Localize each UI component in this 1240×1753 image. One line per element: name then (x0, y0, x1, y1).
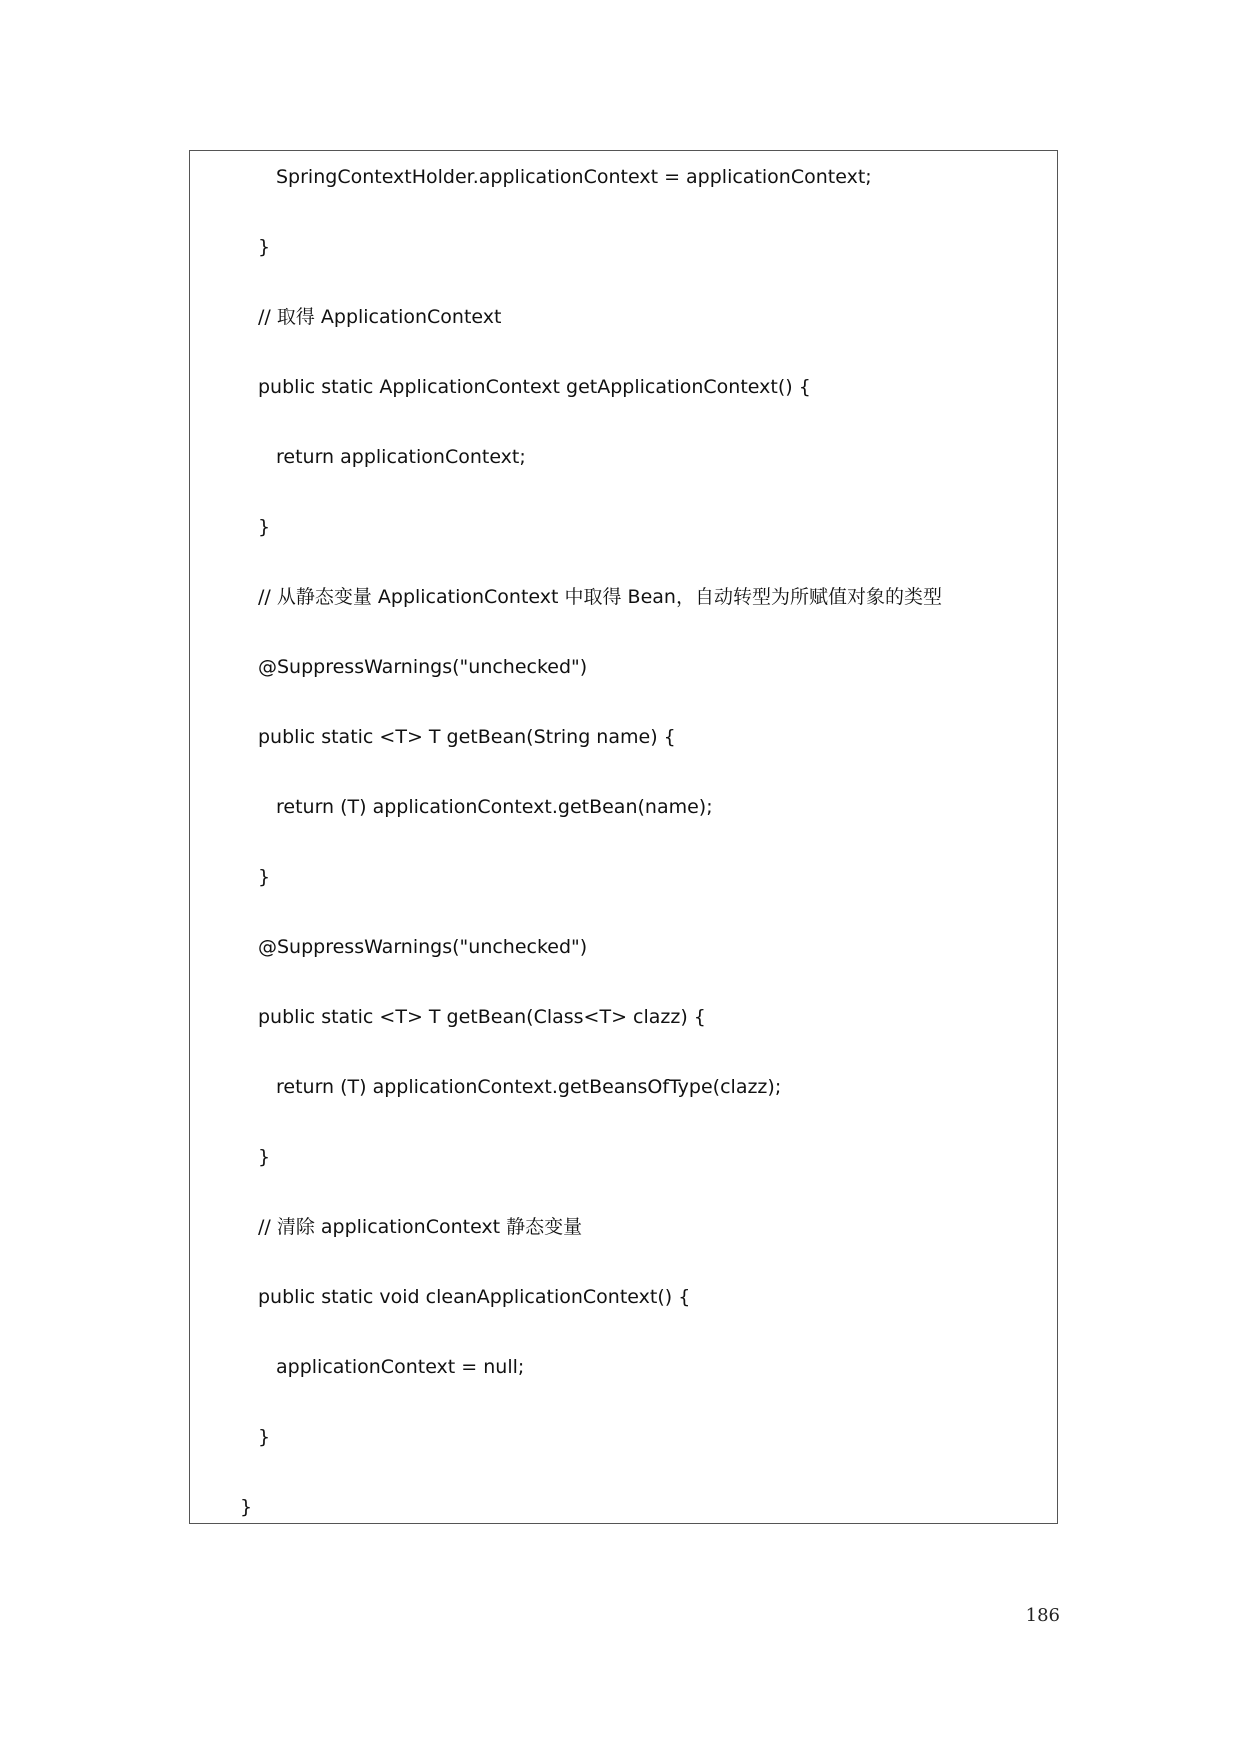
code-annotation: @SuppressWarnings("unchecked") (258, 936, 588, 958)
code-line: } (258, 866, 271, 888)
code-line: } (258, 1426, 271, 1448)
code-line: } (258, 516, 271, 538)
code-line: public static void cleanApplicationContext() { (258, 1286, 691, 1308)
code-line: SpringContextHolder.applicationContext = applicationContext; (276, 166, 872, 188)
code-annotation: @SuppressWarnings("unchecked") (258, 656, 588, 678)
code-line: public static ApplicationContext getApplicationContext() { (258, 376, 811, 398)
code-line: return (T) applicationContext.getBean(name); (276, 796, 713, 818)
code-line: } (240, 1496, 253, 1518)
code-line: return applicationContext; (276, 446, 526, 468)
code-line: public static <T> T getBean(Class<T> clazz) { (258, 1006, 706, 1028)
code-line: return (T) applicationContext.getBeansOfType(clazz); (276, 1076, 782, 1098)
page-number: 186 (1025, 1605, 1060, 1626)
code-comment: // 从静态变量 ApplicationContext 中取得 Bean，自动转型为所赋值对象的类型 (258, 586, 942, 608)
code-comment: // 取得 ApplicationContext (258, 306, 502, 328)
code-comment: // 清除 applicationContext 静态变量 (258, 1216, 583, 1238)
code-line: } (258, 1146, 271, 1168)
code-line: applicationContext = null; (276, 1356, 525, 1378)
code-line: public static <T> T getBean(String name) { (258, 726, 676, 748)
code-listing-box (189, 150, 1058, 1524)
code-line: } (258, 236, 271, 258)
